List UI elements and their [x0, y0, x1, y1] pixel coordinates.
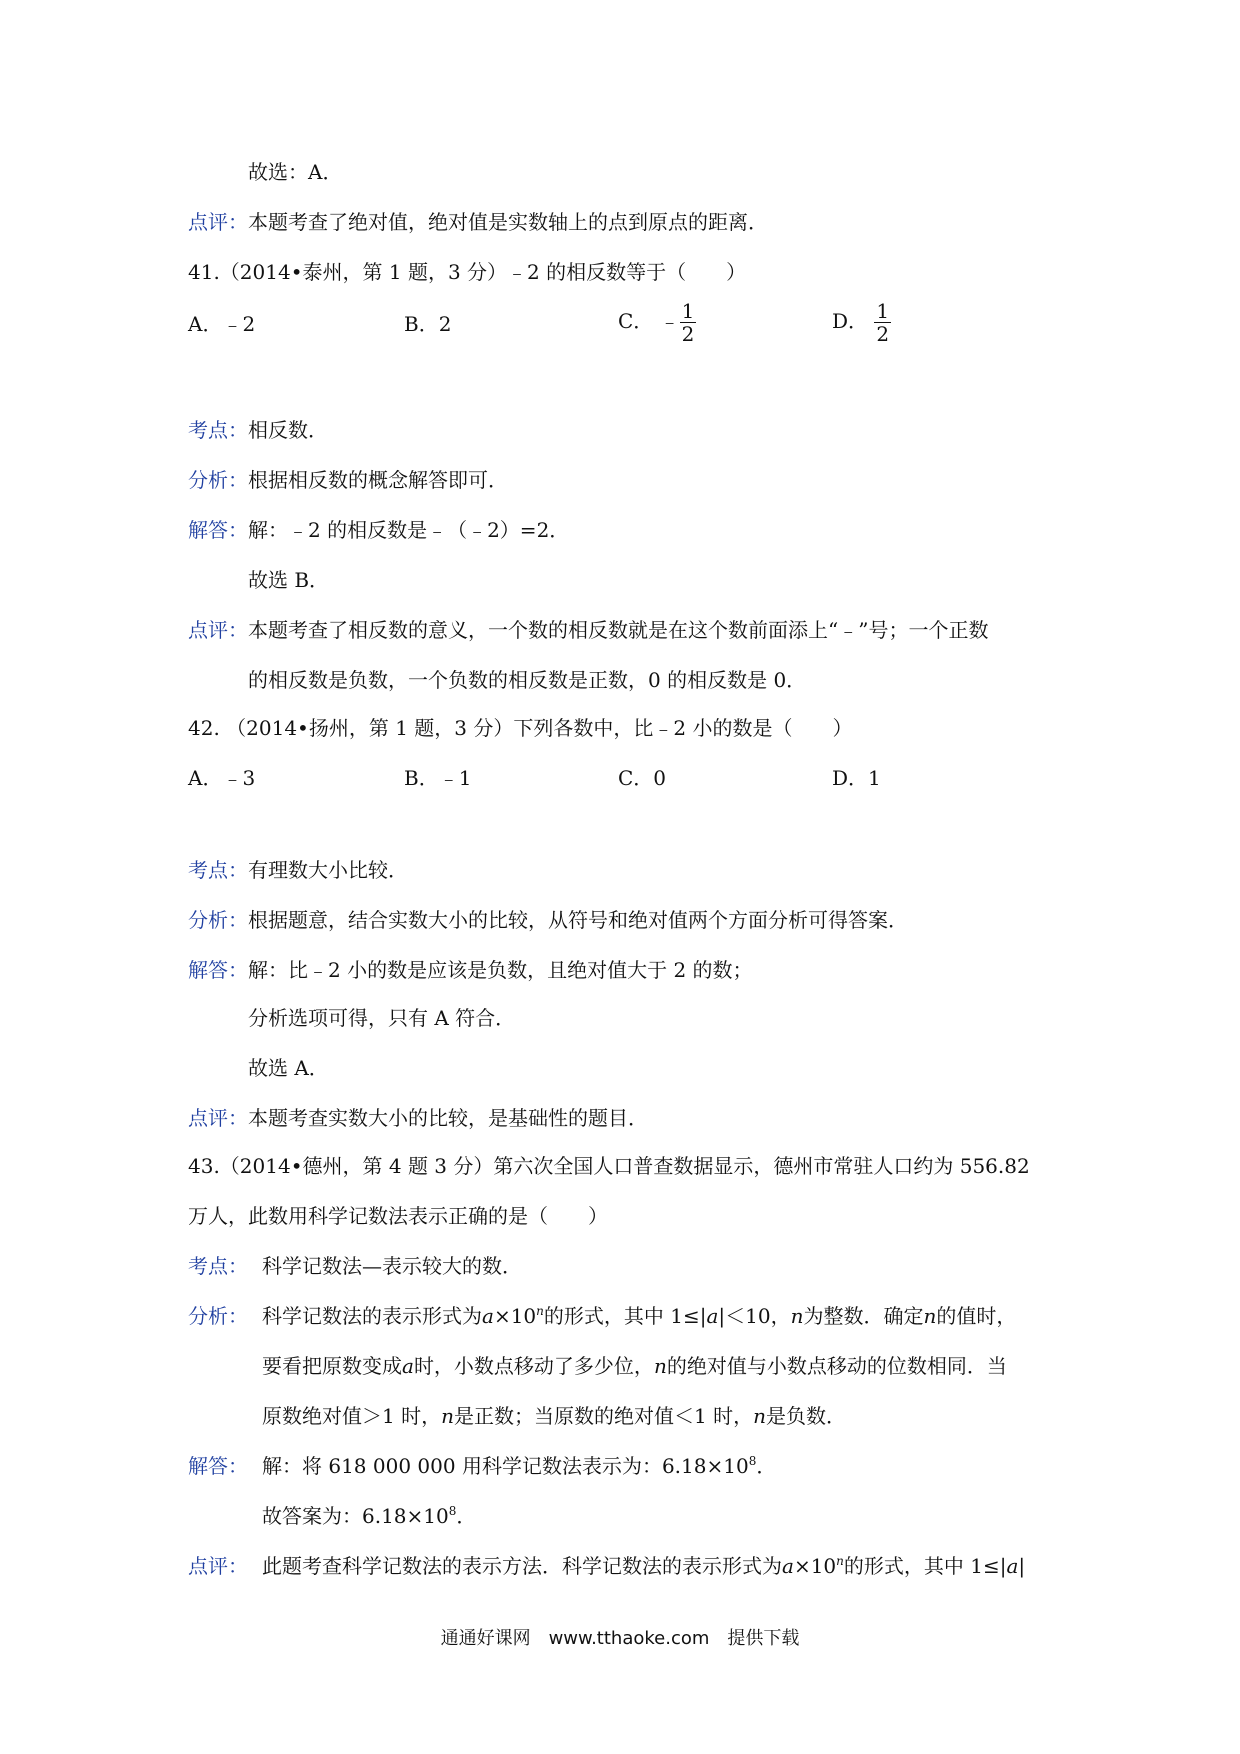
option-d-prefix: D．	[832, 309, 869, 333]
kaodian-label: 考点：	[188, 1254, 248, 1278]
fraction-numerator: 1	[876, 299, 890, 323]
q43-fenxi-cont-1	[262, 1352, 1007, 1380]
q42-jieda	[188, 956, 753, 984]
q40-comment	[188, 208, 768, 236]
dianping-label: 点评：	[188, 1554, 248, 1578]
q42-dianping	[188, 1104, 648, 1132]
fenxi-text: |＜10，	[718, 1304, 791, 1328]
q41-option-a: A．﹣2	[188, 312, 256, 336]
q42-option-b: B．﹣1	[404, 766, 472, 790]
jieda-text: 解：将 618 000 000 用科学记数法表示为：6.18×10	[262, 1454, 749, 1478]
q43-stem: 43.（2014•德州，第 4 题 3 分）第六次全国人口普查数据显示，德州市常驻人口约为 556.82	[188, 1154, 1030, 1178]
var-a: a	[706, 1304, 719, 1328]
exp-n: n	[836, 1554, 844, 1568]
q41-dianping-cont: 的相反数是负数，一个负数的相反数是正数，0 的相反数是 0．	[248, 668, 807, 692]
fenxi-text: 根据相反数的概念解答即可．	[248, 468, 508, 492]
fenxi-text: 时，小数点移动了多少位，	[413, 1354, 654, 1378]
q42-option-d: D．1	[832, 766, 881, 790]
fenxi-label: 分析：	[188, 1304, 248, 1328]
kaodian-label: 考点：	[188, 418, 248, 442]
q43-dianping: 点评： 此题考查科学记数法的表示方法．科学记数法的表示形式为$a\times 10^n$的形式，其中 1≤|a|	[188, 1554, 1026, 1578]
var-n: n	[653, 1354, 667, 1378]
fenxi-text: 是正数；当原数的绝对值＜1 时，	[453, 1404, 754, 1428]
fraction	[874, 300, 891, 345]
option-c-prefix: C．	[618, 309, 654, 333]
q42-fenxi	[188, 906, 908, 934]
q41-dianping	[188, 616, 988, 644]
jieda-label: 解答：	[188, 1454, 248, 1478]
exponent: 8	[748, 1454, 757, 1468]
fenxi-label: 分析：	[188, 468, 248, 492]
q43-fenxi	[188, 1302, 1016, 1330]
q42-jieda-cont: 分析选项可得，只有 A 符合．	[248, 1006, 516, 1030]
q41-jieda	[188, 516, 569, 544]
kaodian-text: 科学记数法—表示较大的数．	[262, 1254, 522, 1278]
q42-stem: 42. （2014•扬州，第 1 题，3 分）下列各数中，比﹣2 小的数是（ ）	[188, 716, 853, 740]
q43-stem-cont: 万人，此数用科学记数法表示正确的是（ ）	[188, 1204, 608, 1228]
var-a: a	[482, 1304, 494, 1328]
jieda-text: ．	[756, 1454, 777, 1478]
q42-option-a: A．﹣3	[188, 766, 256, 790]
q41-fenxi	[188, 466, 508, 494]
fenxi-label: 分析：	[188, 908, 248, 932]
jieda-text: 解：比﹣2 小的数是应该是负数，且绝对值大于 2 的数；	[248, 958, 753, 982]
q42-kaodian	[188, 856, 408, 884]
dianping-text: 本题考查实数大小的比较，是基础性的题目．	[248, 1106, 648, 1130]
jieda-label: 解答：	[188, 958, 248, 982]
exp-n: n	[536, 1304, 544, 1318]
fraction-numerator: 1	[681, 299, 695, 323]
q43-fenxi-cont-2	[262, 1402, 846, 1430]
fenxi-text: 的值时，	[936, 1304, 1017, 1328]
fraction-denominator: 2	[681, 322, 695, 346]
times-ten: ×10	[793, 1554, 837, 1578]
page-footer: 通通好课网 www.tthaoke.com 提供下载	[440, 1628, 800, 1649]
q43-answer	[262, 1502, 476, 1530]
answer-text: 故答案为：6.18×10	[262, 1504, 449, 1528]
fenxi-text: 原数绝对值＞1 时，	[262, 1404, 442, 1428]
dianping-text: 的形式，其中 1≤|	[843, 1554, 1007, 1578]
q41-option-d	[832, 300, 891, 345]
fenxi-text: 为整数．确定	[803, 1304, 924, 1328]
kaodian-text: 有理数大小比较．	[248, 858, 408, 882]
q40-answer: 故选：A．	[248, 160, 343, 184]
q41-stem: 41.（2014•泰州，第 1 题，3 分）﹣2 的相反数等于（ ）	[188, 260, 747, 284]
var-a: a	[1006, 1554, 1019, 1578]
fenxi-text: 根据题意，结合实数大小的比较，从符号和绝对值两个方面分析可得答案．	[248, 908, 908, 932]
dianping-label: 点评：	[188, 618, 248, 642]
q42-option-c: C．0	[618, 766, 667, 790]
fenxi-text: 的绝对值与小数点移动的位数相同．当	[666, 1354, 1007, 1378]
fenxi-text: 要看把原数变成	[262, 1354, 402, 1378]
var-n: n	[790, 1304, 804, 1328]
kaodian-label: 考点：	[188, 858, 248, 882]
q41-kaodian	[188, 416, 328, 444]
var-a: a	[402, 1354, 414, 1378]
exponent: 8	[448, 1504, 457, 1518]
jieda-label: 解答：	[188, 518, 248, 542]
fenxi-text: 科学记数法的表示形式为	[262, 1304, 482, 1328]
fenxi-text: 是负数．	[765, 1404, 846, 1428]
kaodian-text: 相反数．	[248, 418, 328, 442]
jieda-text: 解：﹣2 的相反数是﹣（﹣2）=2．	[248, 518, 570, 542]
var-n: n	[923, 1304, 937, 1328]
q43-jieda	[188, 1452, 776, 1480]
q41-answer: 故选 B．	[248, 568, 330, 592]
option-c-sign: ﹣	[659, 309, 680, 333]
q43-kaodian	[188, 1252, 522, 1280]
var-n: n	[441, 1404, 454, 1428]
fraction-denominator: 2	[876, 322, 890, 346]
dianping-text: 本题考查了相反数的意义，一个数的相反数就是在这个数前面添上“﹣”号；一个正数	[248, 618, 989, 642]
var-n: n	[753, 1404, 766, 1428]
q42-answer: 故选 A．	[248, 1056, 329, 1080]
answer-text: ．	[456, 1504, 477, 1528]
comment-label: 点评：	[188, 210, 248, 234]
comment-text: 本题考查了绝对值，绝对值是实数轴上的点到原点的距离．	[248, 210, 768, 234]
fenxi-text: 的形式，其中 1≤|	[543, 1304, 707, 1328]
dianping-text: 此题考查科学记数法的表示方法．科学记数法的表示形式为	[262, 1554, 782, 1578]
dianping-label: 点评：	[188, 1106, 248, 1130]
q41-option-b: B．2	[404, 312, 452, 336]
times-ten: ×10	[493, 1304, 537, 1328]
q41-option-c	[618, 300, 696, 345]
fraction	[680, 300, 697, 345]
var-a: a	[782, 1554, 794, 1578]
